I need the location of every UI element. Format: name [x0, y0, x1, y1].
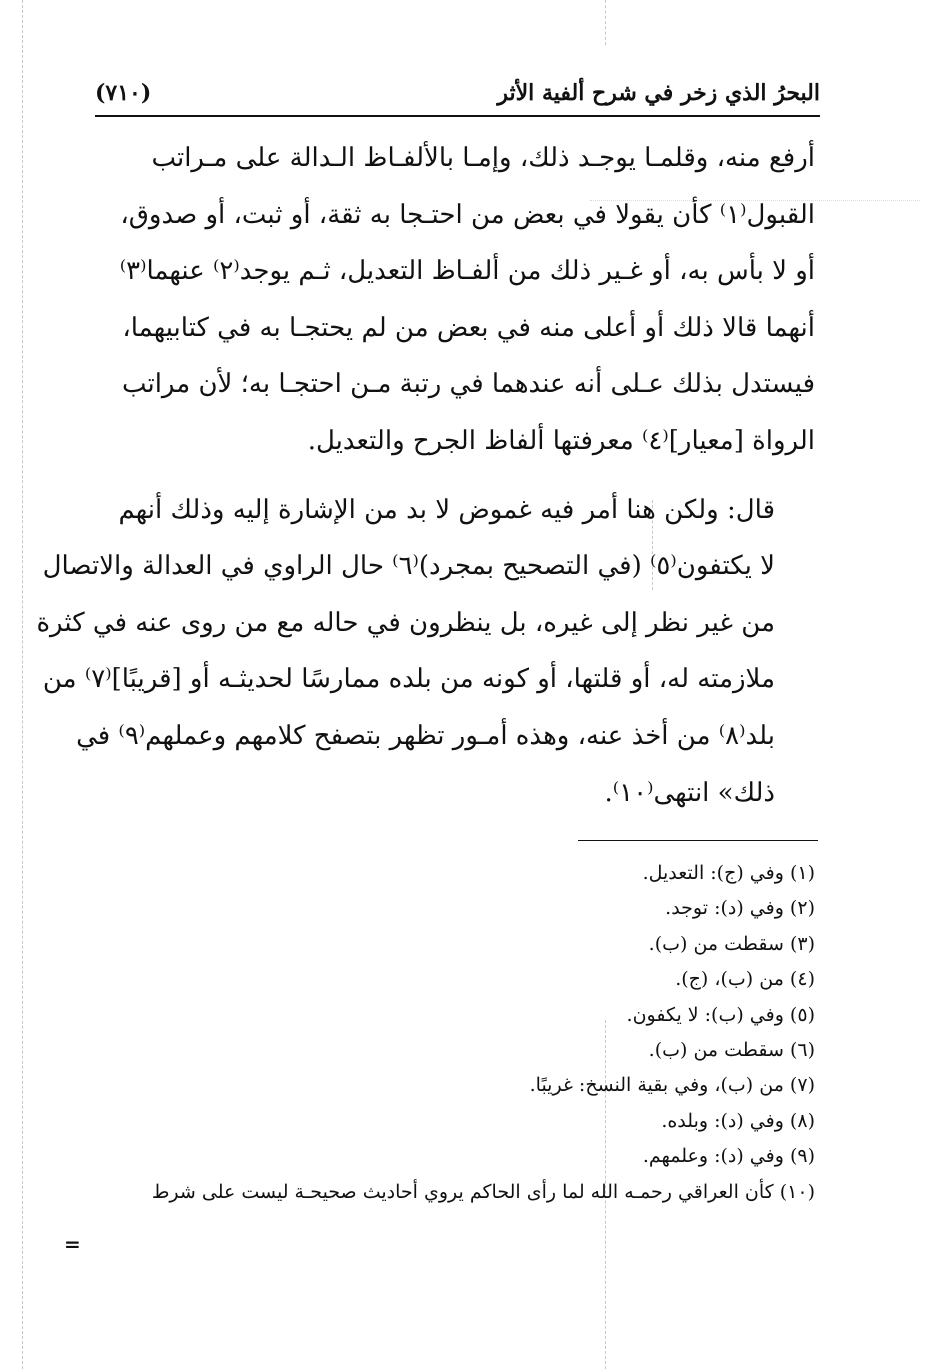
footnote: (٤) من (ب)، (ج).	[675, 968, 815, 991]
footnote: (١٠) كأن العراقي رحمـه الله لما رأى الحاكم يروي أحاديث صحيحـة ليست على شرط	[151, 1180, 815, 1203]
paragraph	[36, 482, 815, 822]
text-line: أنهما قالا ذلك أو أعلى منه في بعض من لم يحتجـا به في كتابيهما،	[122, 312, 815, 343]
text-line: من غير نظر إلى غيره، بل ينظرون في حاله مع من روى عنه في كثرة	[36, 607, 775, 638]
footnote: (٦) سقطت من (ب).	[648, 1039, 815, 1062]
continuation-mark: =	[64, 1232, 81, 1256]
text-line: أرفع منه، وقلمـا يوجـد ذلك، وإمـا بالألفـاظ الـدالة على مـراتب	[151, 143, 815, 173]
text-line: أو لا بأس به، أو غـير ذلك من ألفـاظ التعديل، ثـم يوجد⁽٢⁾ عنهما⁽٣⁾	[119, 256, 815, 287]
scan-artifact-line	[605, 0, 606, 45]
book-title: البحرُ الذي زخر في شرح ألفية الأثر	[497, 80, 820, 106]
page-number: (٧١٠)	[95, 80, 152, 106]
text-line: ذلك» انتهى⁽١٠⁾.	[604, 777, 775, 808]
footnote: (٩) وفي (د): وعلمهم.	[642, 1145, 815, 1168]
text-line: بلد⁽٨⁾ من أخذ عنه، وهذه أمـور تظهر بتصفح كلامهم وعملهم⁽٩⁾ في	[76, 720, 775, 751]
page-header	[95, 72, 820, 112]
text-line: القبول⁽١⁾ كأن يقولا في بعض من احتـجا به ثقة، أو ثبت، أو صدوق،	[120, 199, 815, 230]
footnote: (٧) من (ب)، وفي بقية النسخ: غريبًا.	[529, 1074, 815, 1097]
footnote: (٥) وفي (ب): لا يكفون.	[626, 1003, 815, 1026]
footnote: (١) وفي (ج): التعديل.	[642, 862, 815, 884]
paragraph	[95, 130, 815, 470]
footnotes	[95, 856, 815, 1210]
text-line: لا يكتفون⁽٥⁾ (في التصحيح بمجرد)⁽٦⁾ حال الراوي في العدالة والاتصال	[42, 551, 775, 582]
footnote: (٨) وفي (د): وبلده.	[661, 1109, 815, 1132]
footnote: (٣) سقطت من (ب).	[648, 932, 815, 955]
footnote: (٢) وفي (د): توجد.	[665, 897, 815, 920]
footnote-separator	[578, 840, 818, 841]
scan-artifact-line	[22, 0, 23, 1369]
text-line: الرواة [معيار]⁽٤⁾ معرفتها ألفاظ الجرح والتعديل.	[307, 425, 815, 456]
text-line: فيستدل بذلك عـلى أنه عندهما في رتبة مـن احتجـا به؛ لأن مراتب	[121, 369, 815, 400]
text-line: ملازمته له، أو قلتها، أو كونه من بلده ممارسًا لحديثـه أو [قريبًا]⁽٧⁾ من	[42, 664, 775, 695]
text-line: قال: ولكن هنا أمر فيه غموض لا بد من الإشارة إليه وذلك أنهم	[118, 494, 775, 525]
header-rule	[95, 115, 820, 117]
main-text	[36, 130, 815, 821]
